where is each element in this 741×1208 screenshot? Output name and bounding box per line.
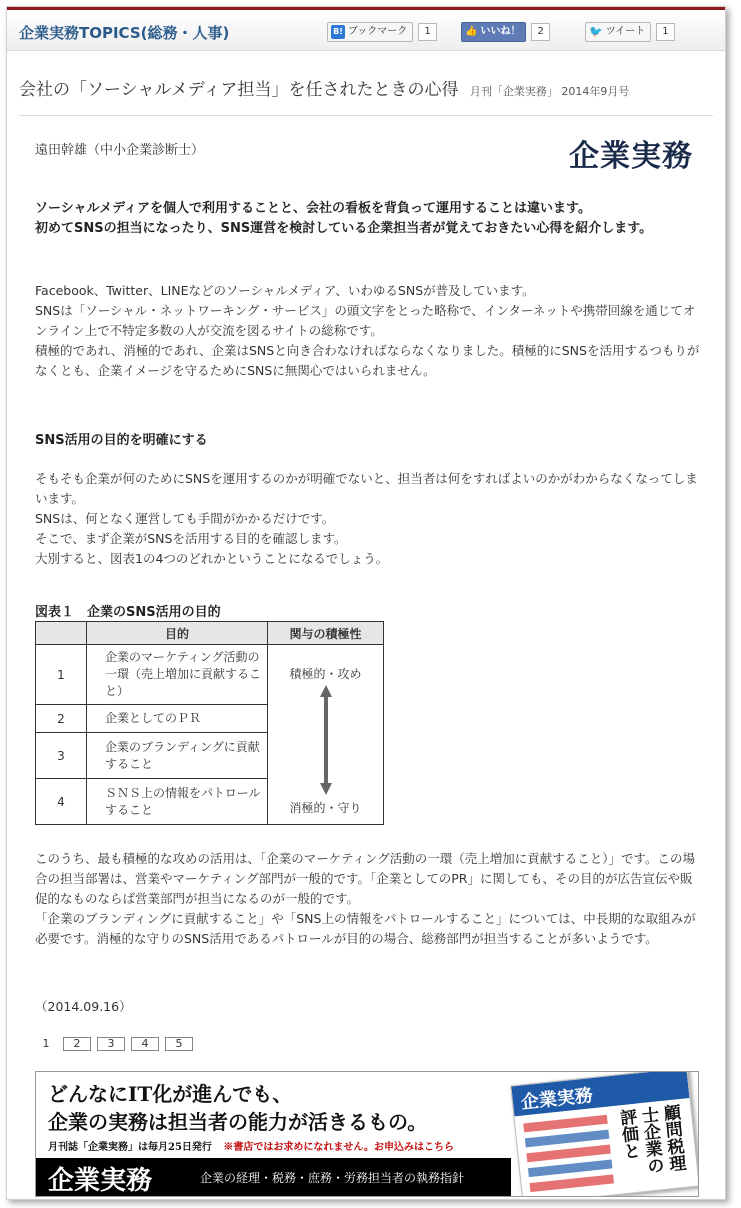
row-purpose: ＳＮＳ上の情報をパトロールすること: [87, 779, 268, 825]
figure-caption: 図表１ 企業のSNS活用の目的: [35, 605, 221, 620]
figure-header-degree: 関与の積極性: [268, 622, 384, 645]
double-arrow-icon: [319, 685, 333, 795]
row-number: 2: [36, 705, 87, 733]
degree-top-label: 積極的・攻め: [289, 667, 362, 681]
subscription-banner[interactable]: [35, 1071, 699, 1197]
section-line: そこで、まず企業がSNSを活用する目的を確認します。: [35, 531, 347, 546]
banner-logo-bar: [36, 1158, 511, 1196]
intro-line: SNSは「ソーシャル・ネットワーキング・サービス」の頭文字をとった略称で、インターネットや携帯回線を通じてオンライン上で不特定多数の人が交流を図るサイトの総称です。: [35, 303, 696, 338]
hatena-bookmark-widget[interactable]: [327, 22, 437, 42]
figure-table: [35, 621, 384, 825]
banner-logo: 企業実務: [48, 1166, 153, 1196]
section-paragraph: [35, 469, 703, 569]
publication-logo: 企業実務: [569, 139, 693, 174]
pagination-link[interactable]: 3: [97, 1037, 125, 1051]
article-title: [19, 75, 629, 100]
section-line: SNSは、何となく運営しても手間がかかるだけです。: [35, 511, 335, 526]
row-number: 4: [36, 779, 87, 825]
table-row: [36, 645, 384, 705]
section-heading: SNS活用の目的を明確にする: [35, 433, 208, 448]
article-source: 月刊「企業実務」 2014年9月号: [469, 85, 630, 98]
conclusion-line: このうち、最も積極的な攻めの活用は、「企業のマーケティング活動の一環（売上増加に貢献すること）」です。この場合の担当部署は、営業やマーケティング部門が一般的です。「企業としてのPR」に関しても、その目的が広告宣伝や販促的なものならば営業部門が担当になるのが一般的です。: [35, 851, 696, 906]
pagination-current: 1: [42, 1037, 50, 1050]
tweet-count: 1: [656, 23, 674, 41]
facebook-like-icon: 👍: [465, 26, 478, 37]
lead-line: 初めてSNSの担当になったり、SNS運営を検討している企業担当者が覚えておきたい心得を紹介します。: [35, 221, 653, 236]
tweet-label: ツイート: [605, 26, 646, 37]
row-number: 1: [36, 645, 87, 705]
topics-header: [7, 7, 725, 51]
tweet-button[interactable]: [585, 22, 651, 42]
row-purpose: 企業のマーケティング活動の一環（売上増加に貢献すること）: [87, 645, 268, 705]
hatena-bookmark-label: ブックマーク: [348, 26, 408, 37]
degree-bottom-label: 消極的・守り: [289, 801, 362, 815]
banner-note: [48, 1138, 454, 1153]
banner-note-text: 月刊誌「企業実務」は毎月25日発行: [48, 1142, 212, 1153]
facebook-like-button[interactable]: [461, 22, 526, 42]
magazine-cover-lines: [523, 1115, 614, 1197]
degree-cell: [268, 645, 384, 825]
article-date: （2014.09.16）: [35, 999, 132, 1014]
site-title[interactable]: 企業実務TOPICS(総務・人事): [19, 24, 230, 42]
figure-header-number: [36, 622, 87, 645]
banner-tagline: 企業の経理・税務・庶務・労務担当者の執務指針: [200, 1171, 465, 1185]
magazine-logo: 企業実務: [520, 1085, 594, 1114]
figure-header-row: [36, 622, 384, 645]
facebook-like-widget[interactable]: [461, 22, 550, 42]
intro-line: 積極的であれ、消極的であれ、企業はSNSと向き合わなければならなくなりました。積極的にSNSを活用するつもりがなくとも、企業イメージを守るためにSNSに無関心ではいられません。: [35, 343, 700, 378]
intro-paragraph: [35, 281, 703, 381]
figure-header-purpose: 目的: [87, 622, 268, 645]
pagination-link[interactable]: 4: [131, 1037, 159, 1051]
intro-line: Facebook、Twitter、LINEなどのソーシャルメディア、いわゆるSNSが普及しています。: [35, 283, 535, 298]
conclusion-line: 「企業のブランディングに貢献すること」や「SNS上の情報をパトロールすること」については、中長期的な取組みが必要です。消極的な守りのSNS活用であるパトロールが目的の場合、総務部門が担当することが多いようです。: [35, 911, 696, 946]
lead-line: ソーシャルメディアを個人で利用することと、会社の看板を背負って運用することは違います。: [35, 201, 592, 216]
hatena-bookmark-icon: B!: [331, 25, 345, 39]
author-name: 遠田幹雄（中小企業診断士）: [35, 143, 205, 158]
hatena-bookmark-count: 1: [418, 23, 436, 41]
article-title-text: 会社の「ソーシャルメディア担当」を任されたときの心得: [19, 80, 459, 100]
section-line: そもそも企業が何のためにSNSを運用するのかが明確でないと、担当者は何をすればよいのかがわからなくなってしまいます。: [35, 471, 698, 506]
twitter-bird-icon: 🐦: [589, 25, 603, 38]
tweet-widget[interactable]: [585, 22, 675, 42]
conclusion-paragraph: [35, 849, 703, 949]
row-number: 3: [36, 733, 87, 779]
hatena-bookmark-button[interactable]: [327, 22, 413, 42]
page-frame: [6, 6, 726, 1200]
row-purpose: 企業としてのＰＲ: [87, 705, 268, 733]
magazine-feature-title: 顧問税理士企業の評価と: [615, 1103, 687, 1176]
magazine-cover-image: [510, 1071, 699, 1197]
banner-headline: 企業の実務は担当者の能力が活きるもの。: [48, 1110, 428, 1134]
pagination: [35, 1037, 193, 1051]
pagination-link[interactable]: 2: [63, 1037, 91, 1051]
article-lead: [35, 199, 705, 239]
pagination-link[interactable]: 5: [165, 1037, 193, 1051]
title-divider: [19, 115, 713, 116]
row-purpose: 企業のブランディングに貢献すること: [87, 733, 268, 779]
banner-headline: どんなにIT化が進んでも、: [48, 1082, 293, 1106]
facebook-like-label: いいね！: [480, 26, 521, 37]
banner-note-link[interactable]: ※書店ではお求めになれません。お申込みはこちら: [223, 1142, 455, 1153]
section-line: 大別すると、図表1の4つのどれかということになるでしょう。: [35, 551, 389, 566]
facebook-like-count: 2: [531, 23, 549, 41]
